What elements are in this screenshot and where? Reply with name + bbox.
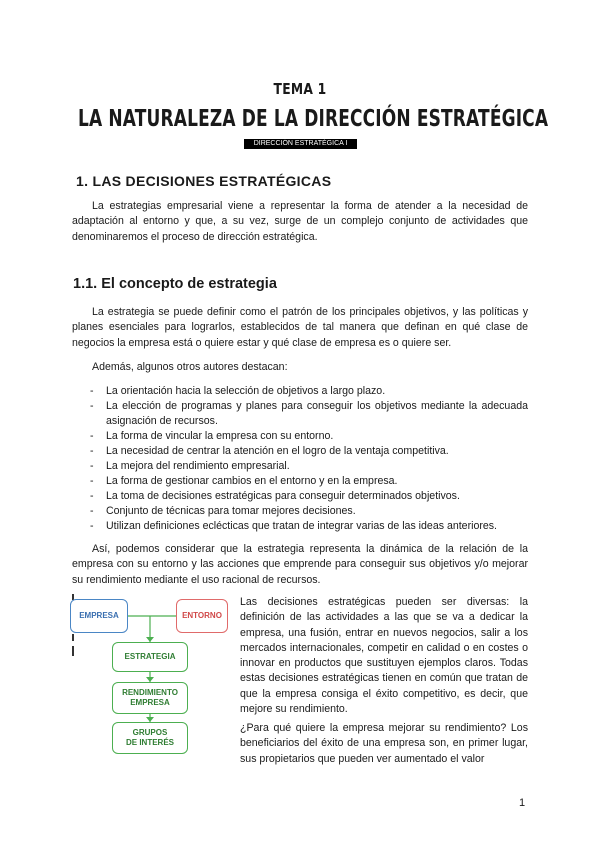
section-heading-1: 1. LAS DECISIONES ESTRATÉGICAS	[76, 173, 332, 189]
list-item: - La orientación hacia la selección de objetivos a largo plazo.	[72, 384, 528, 399]
decisions-paragraph: Las decisiones estratégicas pueden ser diversas: la definición de las actividades a las que se va a dedicar la empresa, una fusión, entrar en nuevos negocios, salir a los mercados internacionales, competir en calidad o en costes o innovar en productos que sustituyen ejemplos claros. Todas estas decisiones estratégicas tienen en común que tratan de que la empresa consiga el éxito competitivo, es decir, que mejore su rendimiento.	[240, 596, 528, 716]
section-heading-1-1: 1.1. El concepto de estrategia	[73, 276, 277, 292]
list-item: - Utilizan definiciones eclécticas que tratan de integrar varias de las ideas anteriores.	[72, 519, 528, 534]
list-item: - La elección de programas y planes para conseguir los objetivos mediante la adecuada asignación de recursos.	[72, 399, 528, 429]
subject-label: DIRECCIÓN ESTRATÉGICA I	[244, 139, 357, 149]
margin-mark	[72, 646, 74, 656]
page-number: 1	[519, 797, 526, 809]
grupos-line1: GRUPOS	[132, 728, 168, 737]
list-item: - La mejora del rendimiento empresarial.	[72, 459, 528, 474]
beneficiaries-paragraph: ¿Para qué quiere la empresa mejorar su rendimiento? Los beneficiarios del éxito de una empresa son, en primer lugar, sus propietarios que pueden ver aumentado el valor	[240, 722, 528, 765]
empresa-node: EMPRESA	[70, 599, 128, 633]
strategy-definition-paragraph: La estrategia se puede definir como el patrón de los principales objetivos, y las políticas y planes esenciales para lograrlos, establecidos de tal manera que definan en qué clase de negocios la empresa está o quiere estar y qué clase de empresa es o quiere ser.	[72, 306, 528, 349]
rendimiento-line1: RENDIMIENTO	[122, 688, 178, 697]
page-title: LA NATURALEZA DE LA DIRECCIÓN ESTRATÉGICA	[78, 106, 549, 132]
strategy-diagram	[70, 594, 230, 764]
rendimiento-line2: EMPRESA	[130, 698, 170, 707]
list-item: - La necesidad de centrar la atención en el logro de la ventaja competitiva.	[72, 444, 528, 459]
margin-mark	[72, 634, 74, 641]
authors-intro: Además, algunos otros autores destacan:	[92, 361, 288, 373]
grupos-node	[112, 722, 188, 754]
grupos-line2: DE INTERÉS	[125, 738, 174, 747]
list-item: - La forma de gestionar cambios en el entorno y en la empresa.	[72, 474, 528, 489]
section-1-paragraph: La estrategias empresarial viene a representar la forma de atender a la necesidad de adaptación al entorno y que, a su vez, surge de un complejo conjunto de actividades que denominaremos el proceso de dirección estratégica.	[72, 200, 528, 243]
estrategia-node: ESTRATEGIA	[112, 642, 188, 672]
strategy-dynamics-paragraph: Así, podemos considerar que la estrategia representa la dinámica de la relación de la empresa con su entorno y las acciones que emprende para conseguir sus objetivos y/o mejorar su rendimiento mediante el uso racional de recursos.	[72, 543, 528, 586]
rendimiento-node	[112, 682, 188, 714]
authors-list	[72, 384, 528, 534]
list-item: - Conjunto de técnicas para tomar mejores decisiones.	[72, 504, 528, 519]
list-item: - La forma de vincular la empresa con su entorno.	[72, 429, 528, 444]
chapter-label: TEMA 1	[273, 80, 327, 98]
entorno-node: ENTORNO	[176, 599, 228, 633]
list-item: - La toma de decisiones estratégicas para conseguir determinados objetivos.	[72, 489, 528, 504]
